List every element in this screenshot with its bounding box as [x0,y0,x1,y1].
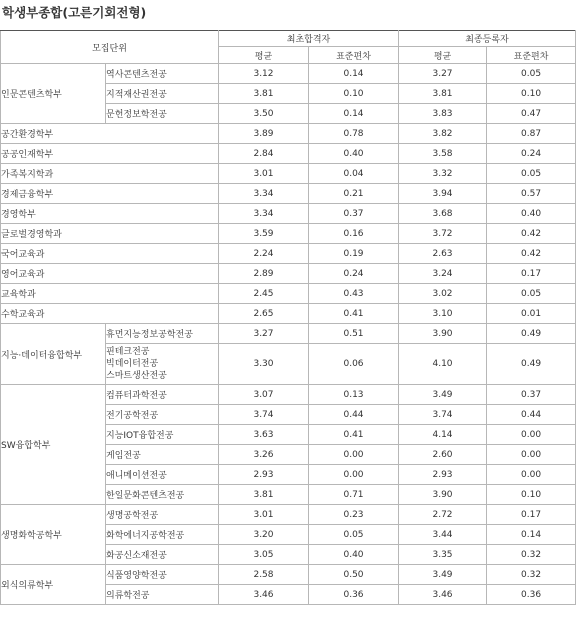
final-avg-cell: 3.49 [399,385,487,405]
table-row [1,124,576,144]
first-std-cell: 0.41 [309,304,399,324]
major-line: 핀테크전공 [106,347,150,357]
first-std-cell: 0.36 [309,585,399,605]
dept-cell: 수학교육과 [1,304,219,324]
first-std-cell: 0.51 [309,324,399,344]
first-avg-cell: 3.27 [219,324,309,344]
final-avg-cell: 3.32 [399,164,487,184]
first-avg-cell: 2.45 [219,284,309,304]
major-cell: 한일문화콘텐츠전공 [106,485,219,505]
first-avg-cell: 3.12 [219,64,309,84]
header-final-avg: 평균 [399,47,487,64]
first-std-cell: 0.00 [309,445,399,465]
final-std-cell: 0.14 [487,525,576,545]
first-std-cell: 0.19 [309,244,399,264]
first-avg-cell: 3.74 [219,405,309,425]
first-std-cell: 0.13 [309,385,399,405]
final-avg-cell: 3.72 [399,224,487,244]
final-avg-cell: 4.14 [399,425,487,445]
header-final-std: 표준편차 [487,47,576,64]
first-avg-cell: 3.50 [219,104,309,124]
final-std-cell: 0.40 [487,204,576,224]
first-std-cell: 0.50 [309,565,399,585]
header-first-admit: 최초합격자 [219,31,399,47]
first-std-cell: 0.14 [309,64,399,84]
first-avg-cell: 3.63 [219,425,309,445]
final-avg-cell: 3.35 [399,545,487,565]
final-std-cell: 0.05 [487,284,576,304]
first-avg-cell: 2.84 [219,144,309,164]
first-std-cell: 0.41 [309,425,399,445]
first-std-cell: 0.78 [309,124,399,144]
final-std-cell: 0.10 [487,485,576,505]
final-std-cell: 0.57 [487,184,576,204]
major-cell: 애니메이션전공 [106,465,219,485]
dept-cell: 국어교육과 [1,244,219,264]
first-std-cell: 0.24 [309,264,399,284]
final-std-cell: 0.05 [487,164,576,184]
final-avg-cell: 3.68 [399,204,487,224]
table-row [1,164,576,184]
final-std-cell: 0.47 [487,104,576,124]
final-avg-cell: 3.58 [399,144,487,164]
dept-cell: 교육학과 [1,284,219,304]
table-row [1,184,576,204]
final-avg-cell: 3.46 [399,585,487,605]
table-row [1,385,576,405]
first-avg-cell: 3.07 [219,385,309,405]
dept-cell: 공공인재학부 [1,144,219,164]
final-avg-cell: 3.10 [399,304,487,324]
final-avg-cell: 3.27 [399,64,487,84]
first-std-cell: 0.44 [309,405,399,425]
final-std-cell: 0.10 [487,84,576,104]
final-avg-cell: 3.49 [399,565,487,585]
final-avg-cell: 3.44 [399,525,487,545]
dept-cell: 경제금융학부 [1,184,219,204]
first-avg-cell: 2.58 [219,565,309,585]
dept-cell: 영어교육과 [1,264,219,284]
table-body [1,64,576,605]
major-cell [106,344,219,385]
first-std-cell: 0.14 [309,104,399,124]
final-std-cell: 0.37 [487,385,576,405]
dept-cell: 생명화학공학부 [1,505,106,565]
first-avg-cell: 3.34 [219,184,309,204]
major-cell: 화공신소재전공 [106,545,219,565]
final-avg-cell: 4.10 [399,344,487,385]
final-std-cell: 0.05 [487,64,576,84]
dept-cell: 가족복지학과 [1,164,219,184]
major-line: 스마트생산전공 [106,371,167,381]
dept-cell: 지능·데이터융합학부 [1,324,106,385]
final-std-cell: 0.32 [487,565,576,585]
major-line: 빅데이터전공 [106,359,159,369]
major-cell: 컴퓨터과학전공 [106,385,219,405]
final-avg-cell: 3.02 [399,284,487,304]
header-first-avg: 평균 [219,47,309,64]
first-avg-cell: 2.24 [219,244,309,264]
final-std-cell: 0.44 [487,405,576,425]
first-avg-cell: 3.34 [219,204,309,224]
major-cell: 역사콘텐츠전공 [106,64,219,84]
table-row [1,565,576,585]
major-cell: 문헌정보학전공 [106,104,219,124]
major-cell: 생명공학전공 [106,505,219,525]
final-std-cell: 0.32 [487,545,576,565]
header-first-std: 표준편차 [309,47,399,64]
first-std-cell: 0.06 [309,344,399,385]
first-std-cell: 0.10 [309,84,399,104]
final-avg-cell: 3.90 [399,324,487,344]
dept-cell: 경영학부 [1,204,219,224]
first-std-cell: 0.40 [309,545,399,565]
final-avg-cell: 2.63 [399,244,487,264]
first-avg-cell: 3.59 [219,224,309,244]
final-avg-cell: 3.90 [399,485,487,505]
final-std-cell: 0.00 [487,445,576,465]
first-avg-cell: 3.81 [219,84,309,104]
final-avg-cell: 3.82 [399,124,487,144]
first-avg-cell: 2.89 [219,264,309,284]
major-cell: 의류학전공 [106,585,219,605]
final-std-cell: 0.01 [487,304,576,324]
first-avg-cell: 2.93 [219,465,309,485]
final-avg-cell: 3.94 [399,184,487,204]
final-avg-cell: 3.83 [399,104,487,124]
major-cell: 지능IOT융합전공 [106,425,219,445]
first-std-cell: 0.43 [309,284,399,304]
major-cell: 휴먼지능정보공학전공 [106,324,219,344]
dept-cell: SW융합학부 [1,385,106,505]
final-std-cell: 0.49 [487,344,576,385]
first-avg-cell: 3.46 [219,585,309,605]
first-std-cell: 0.04 [309,164,399,184]
table-row [1,264,576,284]
major-cell: 화학에너지공학전공 [106,525,219,545]
final-std-cell: 0.17 [487,505,576,525]
final-avg-cell: 2.60 [399,445,487,465]
first-std-cell: 0.16 [309,224,399,244]
first-std-cell: 0.21 [309,184,399,204]
first-std-cell: 0.40 [309,144,399,164]
major-cell: 게임전공 [106,445,219,465]
first-std-cell: 0.00 [309,465,399,485]
final-std-cell: 0.00 [487,425,576,445]
table-row [1,324,576,344]
final-std-cell: 0.24 [487,144,576,164]
table-row [1,244,576,264]
final-avg-cell: 2.72 [399,505,487,525]
first-std-cell: 0.71 [309,485,399,505]
table-row [1,224,576,244]
final-avg-cell: 3.74 [399,405,487,425]
page-title: 학생부종합(고른기회전형) [2,5,147,20]
major-cell: 지적재산권전공 [106,84,219,104]
dept-cell: 글로벌경영학과 [1,224,219,244]
first-avg-cell: 3.26 [219,445,309,465]
final-std-cell: 0.42 [487,224,576,244]
major-cell: 식품영양학전공 [106,565,219,585]
final-avg-cell: 2.93 [399,465,487,485]
first-avg-cell: 3.30 [219,344,309,385]
table-row [1,144,576,164]
first-avg-cell: 3.89 [219,124,309,144]
header-final-enroll: 최종등록자 [399,31,576,47]
first-std-cell: 0.05 [309,525,399,545]
final-std-cell: 0.00 [487,465,576,485]
final-std-cell: 0.49 [487,324,576,344]
header-unit: 모집단위 [1,31,219,64]
admission-grade-table [0,30,576,605]
final-std-cell: 0.87 [487,124,576,144]
first-avg-cell: 3.01 [219,164,309,184]
final-avg-cell: 3.81 [399,84,487,104]
first-std-cell: 0.37 [309,204,399,224]
dept-cell: 공간환경학부 [1,124,219,144]
table-row [1,64,576,84]
table-row [1,204,576,224]
final-avg-cell: 3.24 [399,264,487,284]
dept-cell: 외식의류학부 [1,565,106,605]
first-avg-cell: 2.65 [219,304,309,324]
table-row [1,284,576,304]
table-row [1,304,576,324]
dept-cell: 인문콘텐츠학부 [1,64,106,124]
first-std-cell: 0.23 [309,505,399,525]
major-cell: 전기공학전공 [106,405,219,425]
first-avg-cell: 3.20 [219,525,309,545]
final-std-cell: 0.42 [487,244,576,264]
final-std-cell: 0.17 [487,264,576,284]
first-avg-cell: 3.05 [219,545,309,565]
table-row [1,505,576,525]
first-avg-cell: 3.81 [219,485,309,505]
first-avg-cell: 3.01 [219,505,309,525]
final-std-cell: 0.36 [487,585,576,605]
